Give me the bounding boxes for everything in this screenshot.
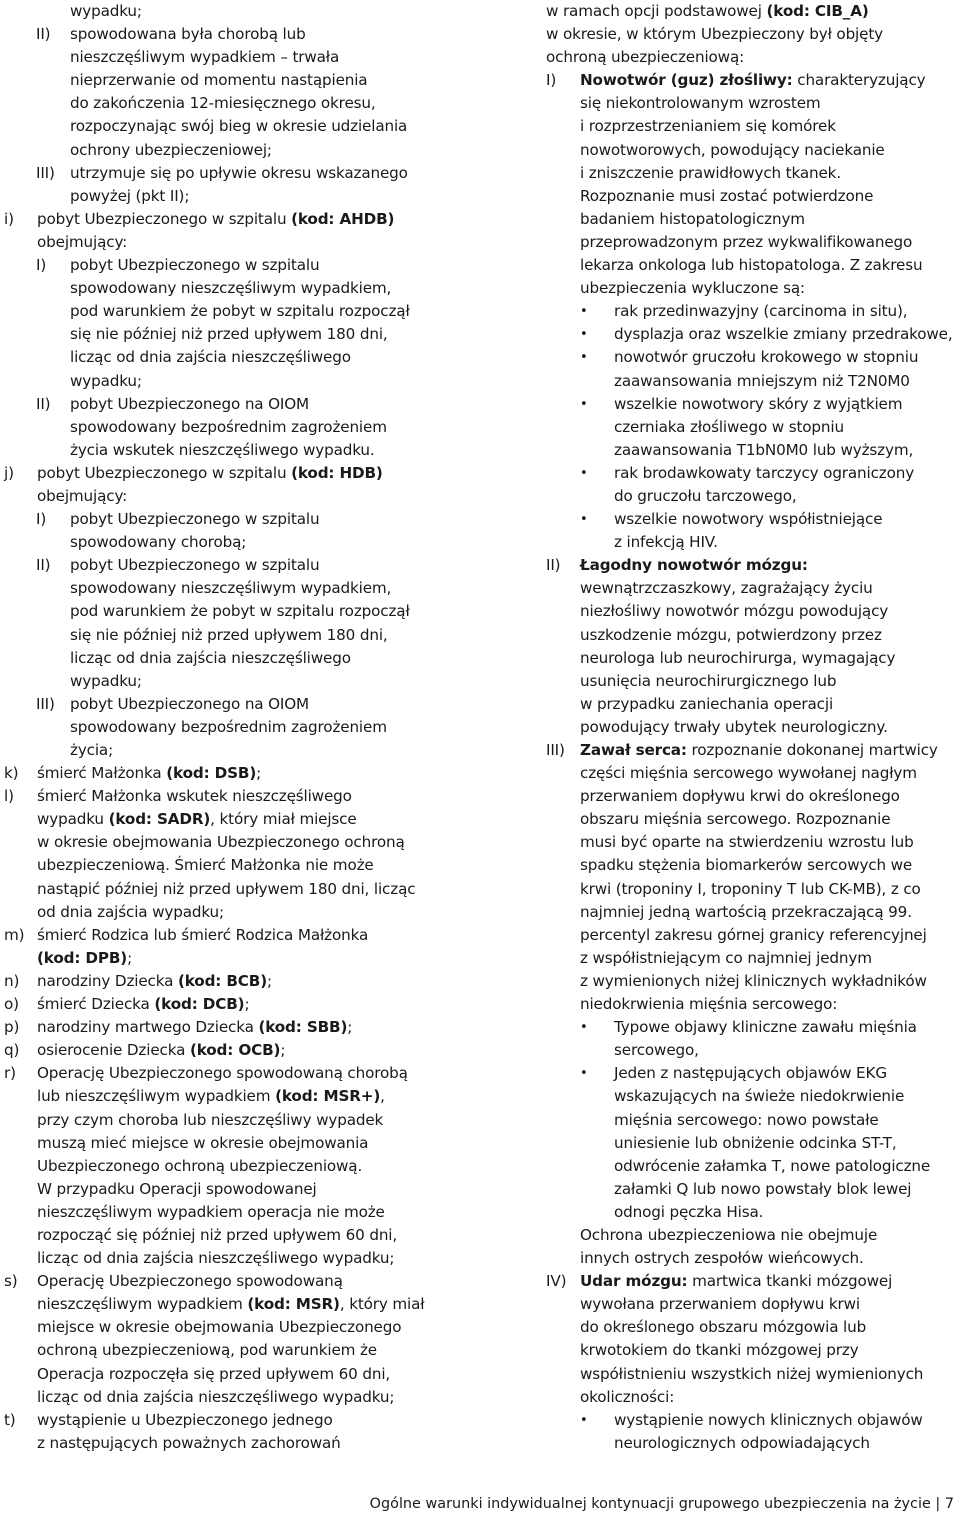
item-text: śmierć Dziecka (kod: DCB); xyxy=(37,995,250,1014)
bullet-marker: • xyxy=(580,304,588,320)
bullet-list-item xyxy=(546,346,960,392)
item-text: śmierć Małżonka wskutek nieszczęśliwego wypadku (kod: SADR), który miał miejsce w okresie obejmowania Ubezpieczonego ochroną ubezpieczeniową. Śmierć Małżonka nie może nastąpić później niż przed upływem 180 dni, licząc od dnia zajścia wypadku; xyxy=(37,787,416,921)
item-text: dysplazja oraz wszelkie zmiany przedrakowe, xyxy=(614,325,953,344)
list-item xyxy=(0,993,470,1016)
item-label: o) xyxy=(4,995,19,1014)
item-text: pobyt Ubezpieczonego w szpitalu spowodowany nieszczęśliwym wypadkiem, pod warunkiem że pobyt w szpitalu rozpoczął się nie później niż przed upływem 180 dni, licząc od dnia zajścia nieszczęśliwego wypadku; xyxy=(70,556,410,690)
list-item xyxy=(0,762,470,785)
bullet-list-item xyxy=(546,462,960,508)
bullet-marker: • xyxy=(580,350,588,366)
footer-separator: | xyxy=(935,1496,941,1512)
item-label: II) xyxy=(36,394,51,413)
list-item xyxy=(0,0,470,23)
item-text: pobyt Ubezpieczonego w szpitalu spowodowany chorobą; xyxy=(70,510,320,552)
item-label: i) xyxy=(4,209,14,228)
item-label: III) xyxy=(36,163,55,182)
item-code: (kod: MSR+) xyxy=(275,1087,381,1106)
bullet-list-item xyxy=(546,300,960,323)
item-text: pobyt Ubezpieczonego w szpitalu (kod: AHDB) obejmujący: xyxy=(37,209,395,251)
item-code: (kod: SBB) xyxy=(258,1018,348,1037)
list-item xyxy=(0,162,470,208)
list-item xyxy=(0,393,470,462)
bullet-list-item xyxy=(546,508,960,554)
item-text: w ramach opcji podstawowej (kod: CIB_A) w okresie, w którym Ubezpieczony był objęty ochroną ubezpieczeniową: xyxy=(546,2,883,67)
list-item xyxy=(0,23,470,162)
footer-title: Ogólne warunki indywidualnej kontynuacji grupowego ubezpieczenia na życie xyxy=(369,1496,931,1512)
bullet-marker: • xyxy=(580,512,588,528)
item-text: Łagodny nowotwór mózgu: wewnątrzczaszkowy, zagrażający życiu niezłośliwy nowotwór mózgu powodujący uszkodzenie mózgu, potwierdzony przez neurologa lub neurochirurga, wymagający usunięcia neurochirurgicznego lub w przypadku zaniechania operacji powodujący trwały ubytek neurologiczny. xyxy=(580,556,896,736)
list-item xyxy=(0,1270,470,1409)
item-text: spowodowana była chorobą lub nieszczęśliwym wypadkiem – trwała nieprzerwanie od momentu nastąpienia do zakończenia 12-miesięcznego okresu, rozpoczynając swój bieg w okresie udzielania ochrony ubezpieczeniowej; xyxy=(70,25,408,159)
item-code: (kod: AHDB) xyxy=(291,209,395,228)
item-heading: Łagodny nowotwór mózgu: xyxy=(580,556,808,575)
bullet-marker: • xyxy=(580,327,588,343)
item-text: śmierć Rodzica lub śmierć Rodzica Małżonka (kod: DPB); xyxy=(37,925,369,967)
item-code: (kod: SADR) xyxy=(108,810,211,829)
left-column xyxy=(0,0,470,1455)
item-label: n) xyxy=(4,971,20,990)
item-label: j) xyxy=(4,463,14,482)
list-item xyxy=(0,1409,470,1455)
item-text: pobyt Ubezpieczonego w szpitalu (kod: HDB) obejmujący: xyxy=(37,463,383,505)
item-text: śmierć Małżonka (kod: DSB); xyxy=(37,764,262,783)
item-text: nowotwór gruczołu krokowego w stopniu zaawansowania mniejszym niż T2N0M0 xyxy=(614,348,919,390)
item-heading: Udar mózgu: xyxy=(580,1272,688,1291)
list-item xyxy=(0,970,470,993)
bullet-marker: • xyxy=(580,1020,588,1036)
item-label: II) xyxy=(546,556,561,575)
item-text: narodziny Dziecka (kod: BCB); xyxy=(37,971,272,990)
item-label: I) xyxy=(546,71,557,90)
item-label: I) xyxy=(36,510,47,529)
item-label: II) xyxy=(36,25,51,44)
bullet-marker: • xyxy=(580,1066,588,1082)
item-label: k) xyxy=(4,764,19,783)
item-label: r) xyxy=(4,1064,16,1083)
bullet-list-item xyxy=(546,323,960,346)
item-code: (kod: DCB) xyxy=(154,995,245,1014)
page-footer xyxy=(370,1494,954,1514)
item-text: wszelkie nowotwory współistniejące z infekcją HIV. xyxy=(614,510,883,552)
item-code: (kod: HDB) xyxy=(291,463,383,482)
bullet-list-item xyxy=(546,393,960,462)
list-item xyxy=(0,208,470,254)
bullet-list-item xyxy=(546,1062,960,1224)
item-text: pobyt Ubezpieczonego w szpitalu spowodowany nieszczęśliwym wypadkiem, pod warunkiem że pobyt w szpitalu rozpoczął się nie później niż przed upływem 180 dni, licząc od dnia zajścia nieszczęśliwego wypadku; xyxy=(70,256,410,390)
item-label: I) xyxy=(36,256,47,275)
item-text: rak przedinwazyjny (carcinoma in situ), xyxy=(614,302,908,321)
list-item xyxy=(0,924,470,970)
item-text: pobyt Ubezpieczonego na OIOM spowodowany bezpośrednim zagrożeniem życia; xyxy=(70,694,387,759)
list-item xyxy=(0,1062,470,1270)
item-label: p) xyxy=(4,1018,20,1037)
item-text: narodziny martwego Dziecka (kod: SBB); xyxy=(37,1018,353,1037)
item-code: (kod: OCB) xyxy=(189,1041,281,1060)
list-item xyxy=(546,554,960,739)
list-item xyxy=(0,554,470,693)
bullet-list-item xyxy=(546,1016,960,1062)
item-label: IV) xyxy=(546,1272,567,1291)
item-label: l) xyxy=(4,787,14,806)
item-text: Ochrona ubezpieczeniowa nie obejmuje innych ostrych zespołów wieńcowych. xyxy=(580,1225,878,1268)
item-text: utrzymuje się po upływie okresu wskazanego powyżej (pkt II); xyxy=(70,163,408,205)
page-number: 7 xyxy=(944,1496,954,1512)
item-code: (kod: MSR) xyxy=(247,1295,340,1314)
item-label: m) xyxy=(4,925,25,944)
item-heading: Zawał serca: xyxy=(580,741,687,759)
item-text: Udar mózgu: martwica tkanki mózgowej wywołana przerwaniem dopływu krwi do określonego obszaru mózgowia lub krwotokiem do tkanki mózgowej przy współistnieniu wszystkich niżej wymienionych okoliczności: xyxy=(580,1272,924,1406)
item-label: q) xyxy=(4,1041,20,1060)
list-item xyxy=(0,1016,470,1039)
list-item xyxy=(0,693,470,762)
bullet-marker: • xyxy=(580,396,588,412)
list-item xyxy=(0,462,470,508)
right-column xyxy=(546,0,960,1455)
item-code: (kod: BCB) xyxy=(177,971,267,990)
item-label: s) xyxy=(4,1272,18,1291)
bullet-marker: • xyxy=(580,1412,588,1428)
item-text: wystąpienie nowych klinicznych objawów neurologicznych odpowiadających xyxy=(614,1410,923,1452)
item-code: (kod: CIB_A) xyxy=(766,2,869,20)
list-item xyxy=(546,69,960,300)
item-text: Nowotwór (guz) złośliwy: charakteryzujący się niekontrolowanym wzrostem i rozprzestrzenianiem się komórek nowotworowych, powodujący naciekanie i zniszczenie prawidłowych tkanek. Rozpoznanie musi zostać potwierdzone badaniem histopatologicznym przeprowadzonym przez wykwalifikowanego lekarza onkologa lub histopatologa. Z zakresu ubezpieczenia wykluczone są: xyxy=(580,71,926,298)
item-label: t) xyxy=(4,1410,16,1429)
item-text: osierocenie Dziecka (kod: OCB); xyxy=(37,1041,286,1060)
item-text: Zawał serca: rozpoznanie dokonanej martwicy części mięśnia sercowego wywołanej nagłym przerwaniem dopływu krwi do określonego obszaru mięśnia sercowego. Rozpoznanie musi być oparte na stwierdzeniu wzrostu lub spadku stężenia biomarkerów sercowych we krwi (troponiny I, troponiny T lub CK-MB), z co najmniej jedną wartością przekraczającą 99. percentyl zakresu górnej granicy referencyjnej z współistniejącym co najmniej jednym z wymienionych niżej klinicznych wykładników niedokrwienia mięśnia sercowego: xyxy=(580,741,938,1014)
list-item xyxy=(546,739,960,1016)
item-text: Operację Ubezpieczonego spowodowaną nieszczęśliwym wypadkiem (kod: MSR), który miał miejsce w okresie obejmowania Ubezpieczonego ochroną ubezpieczeniową, pod warunkiem że Operacja rozpoczęła się przed upływem 60 dni, licząc od dnia zajścia nieszczęśliwego wypadku; xyxy=(37,1272,425,1406)
item-heading: Nowotwór (guz) złośliwy: xyxy=(580,71,793,90)
item-label: III) xyxy=(546,741,565,759)
item-code: (kod: DSB) xyxy=(166,764,257,783)
list-item xyxy=(546,1270,960,1409)
list-item xyxy=(0,785,470,924)
bullet-list-item xyxy=(546,1409,960,1455)
list-item xyxy=(0,508,470,554)
item-text: Operację Ubezpieczonego spowodowaną chorobą lub nieszczęśliwym wypadkiem (kod: MSR+), przy czym choroba lub nieszczęśliwy wypadek muszą mieć miejsce w okresie obejmowania Ubezpieczonego ochroną ubezpieczeniową. W przypadku Operacji spowodowanej nieszczęśliwym wypadkiem operacja nie może rozpocząć się później niż przed upływem 60 dni, licząc od dnia zajścia nieszczęśliwego wypadku; xyxy=(37,1064,408,1268)
item-text: wystąpienie u Ubezpieczonego jednego z następujących poważnych zachorowań xyxy=(37,1410,341,1452)
item-text: Jeden z następujących objawów EKG wskazujących na świeże niedokrwienie mięśnia sercowego: nowo powstałe uniesienie lub obniżenie odcinka ST-T, odwrócenie załamka T, nowe patologiczne załamki Q lub nowo powstały blok lewej odnogi pęczka Hisa. xyxy=(614,1064,931,1221)
item-label: II) xyxy=(36,556,51,575)
item-text: pobyt Ubezpieczonego na OIOM spowodowany bezpośrednim zagrożeniem życia wskutek nieszczęśliwego wypadku. xyxy=(70,394,387,459)
item-text: wypadku; xyxy=(70,2,142,20)
item-text: rak brodawkowaty tarczycy ograniczony do gruczołu tarczowego, xyxy=(614,463,915,505)
item-label: III) xyxy=(36,694,55,713)
list-item xyxy=(546,0,960,69)
list-item xyxy=(0,254,470,393)
bullet-marker: • xyxy=(580,465,588,481)
item-code: (kod: DPB) xyxy=(37,948,128,967)
item-text: Typowe objawy kliniczne zawału mięśnia sercowego, xyxy=(614,1018,917,1060)
item-text: wszelkie nowotwory skóry z wyjątkiem czerniaka złośliwego w stopniu zaawansowania T1bN0M0 lub wyższym, xyxy=(614,394,914,459)
list-item xyxy=(0,1039,470,1062)
list-item xyxy=(546,1224,960,1270)
